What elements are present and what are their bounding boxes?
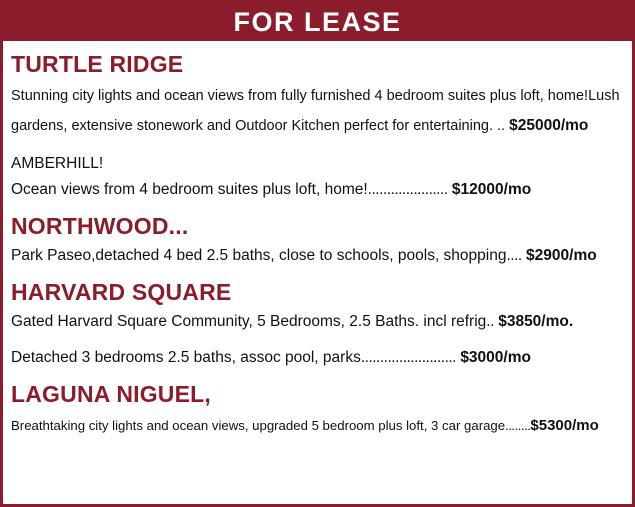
listing-description-block bbox=[11, 411, 624, 441]
listing-price: $2900/mo bbox=[526, 247, 597, 264]
listing-price: $5300/mo bbox=[530, 417, 599, 434]
listing-price: $25000/mo bbox=[509, 117, 589, 134]
listing-heading: TURTLE RIDGE bbox=[11, 51, 184, 77]
listing-price: $3850/mo. bbox=[498, 313, 574, 330]
listing-heading: NORTHWOOD... bbox=[11, 213, 189, 239]
listing-sub-label: AMBERHILL! bbox=[11, 155, 104, 172]
listing-description: Breathtaking city lights and ocean views, upgraded 5 bedroom plus loft, 3 car garage bbox=[11, 418, 506, 433]
listing-description: Stunning city lights and ocean views from fully furnished 4 bedroom suites plus loft, home!Lush gardens, extensive stonework and Outdoor Kitchen perfect for entertaining. .. bbox=[11, 88, 620, 134]
listing-description-block bbox=[11, 81, 624, 141]
listing-heading: LAGUNA NIGUEL, bbox=[11, 381, 211, 407]
listing-turtle-ridge bbox=[11, 49, 624, 141]
listing-description-block bbox=[11, 243, 624, 269]
flyer-banner-title: FOR LEASE bbox=[3, 3, 632, 41]
listing-description: Gated Harvard Square Community, 5 Bedrooms, 2.5 Baths. incl refrig bbox=[11, 313, 487, 330]
listing-description-block bbox=[11, 177, 624, 203]
listing-description: Detached 3 bedrooms 2.5 baths, assoc pool, parks bbox=[11, 349, 361, 366]
listing-description: Park Paseo,detached 4 bed 2.5 baths, close to schools, pools, shopping bbox=[11, 247, 507, 264]
leader-dots: ......................... bbox=[360, 349, 456, 366]
leader-dots: ..................... bbox=[367, 181, 448, 198]
listing-price: $12000/mo bbox=[451, 181, 532, 198]
listing-northwood bbox=[11, 211, 624, 269]
leader-dots: ........ bbox=[505, 418, 531, 433]
leader-dots: .. bbox=[486, 313, 494, 330]
listing-laguna-niguel bbox=[11, 379, 624, 441]
leader-dots: .... bbox=[506, 247, 522, 264]
listing-heading: HARVARD SQUARE bbox=[11, 279, 232, 305]
listing-description: Ocean views from 4 bedroom suites plus loft, home! bbox=[11, 181, 368, 198]
listing-amberhill bbox=[11, 151, 624, 203]
listings-container bbox=[3, 41, 632, 441]
listing-price: $3000/mo bbox=[460, 349, 531, 366]
listing-description-block bbox=[11, 309, 624, 335]
listing-description-block bbox=[11, 345, 624, 371]
listing-harvard-square bbox=[11, 277, 624, 371]
